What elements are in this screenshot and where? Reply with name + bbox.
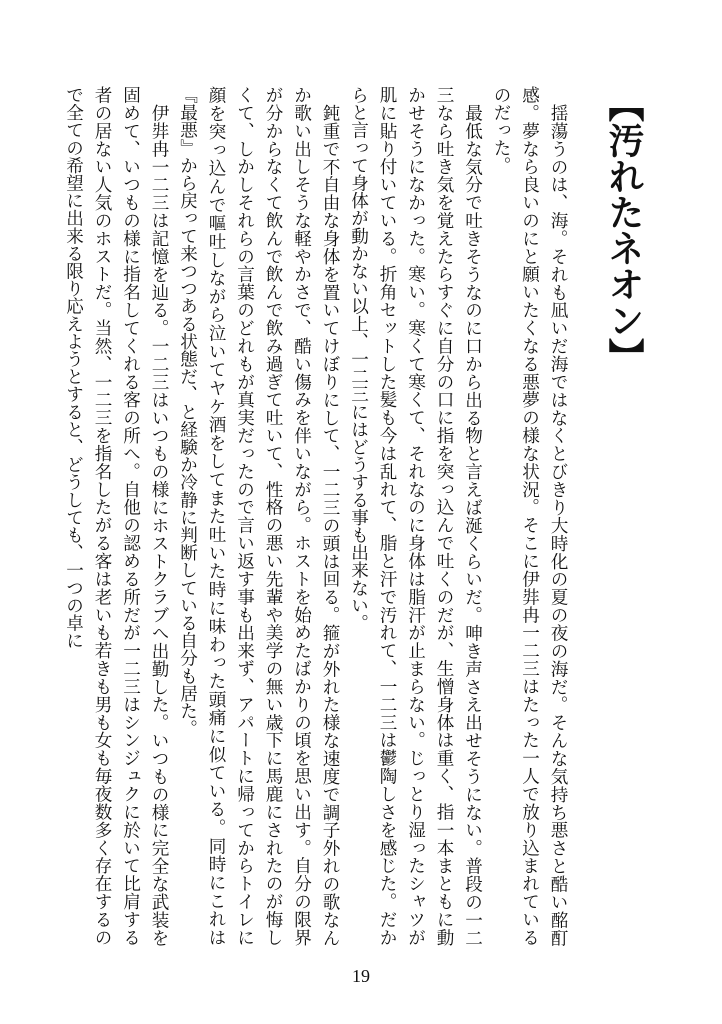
page-number: 19 [352,966,370,986]
chapter-title: 【汚れたネオン】 [603,86,645,374]
paragraph-3: 鈍重で不自由な身体を置いてけぼりにして、一二三の頭は回る。箍が外れた様な速度で調子外れの歌なんか歌い出しそうな軽やかさで、酷い傷みを伴いながら。ホストを始めたばかりの頃を思い出す。自分の限界が分からなくて飲んで飲んで飲み過ぎて吐いて、性格の悪い先輩や美学の無い歳下に馬鹿にされたのが悔しくて、しかしそれらの言葉のどれもが真実だったので言い返す事も出来ず、アパートに帰ってからトイレに顔を突っ込んで嘔吐しながら泣いてヤケ酒をしてまた吐いた時に味わった頭痛に似ている。同時にこれは『最悪』から戻って来つつある状態だ、と経験か冷静に判断している自分も居た。 [177,86,340,946]
paragraph-1: 揺蕩うのは、海。それも凪いだ海ではなくとびきり大時化の夏の夜の海だ。そんな気持ち悪さと酷い酩酊感。夢なら良いのにと願いたくなる悪夢の様な状況。そこに伊弉冉一二三はたった一人で放り込まれているのだった。 [491,86,568,946]
body-text [63,86,572,946]
paragraph-4: 伊弉冉一二三は記憶を辿る。一二三はいつもの様にホストクラブへ出勤した。いつもの様に完全な武装を固めて、いつもの様に指名してくれる客の所へ。自他の認める所だが一二三はシンジュクに於いて比肩する者の居ない人気のホストだ。当然、一二三を指名したがる客は老いも若きも男も女も毎夜数多く存在するので全ての希望に出来る限り応えようとすると、どうしても、一つの卓に [63,86,169,946]
paragraph-2: 最低な気分で吐きそうなのに口から出る物と言えば涎くらいだ。呻き声さえ出せそうにない。普段の一二三なら吐き気を覚えたらすぐに自分の口に指を突っ込んで吐くのだが、生憎身体は重く、指一本まともに動かせそうになかった。寒い。寒くて寒くて、それなのに身体は脂汗が止まらない。じっとり湿ったシャツが肌に貼り付いている。折角セットした髪も今は乱れて、脂と汗で汚れて、一二三は鬱陶しさを感じた。だからと言って身体が動かない以上、一二三にはどうする事も出来ない。 [348,86,483,946]
